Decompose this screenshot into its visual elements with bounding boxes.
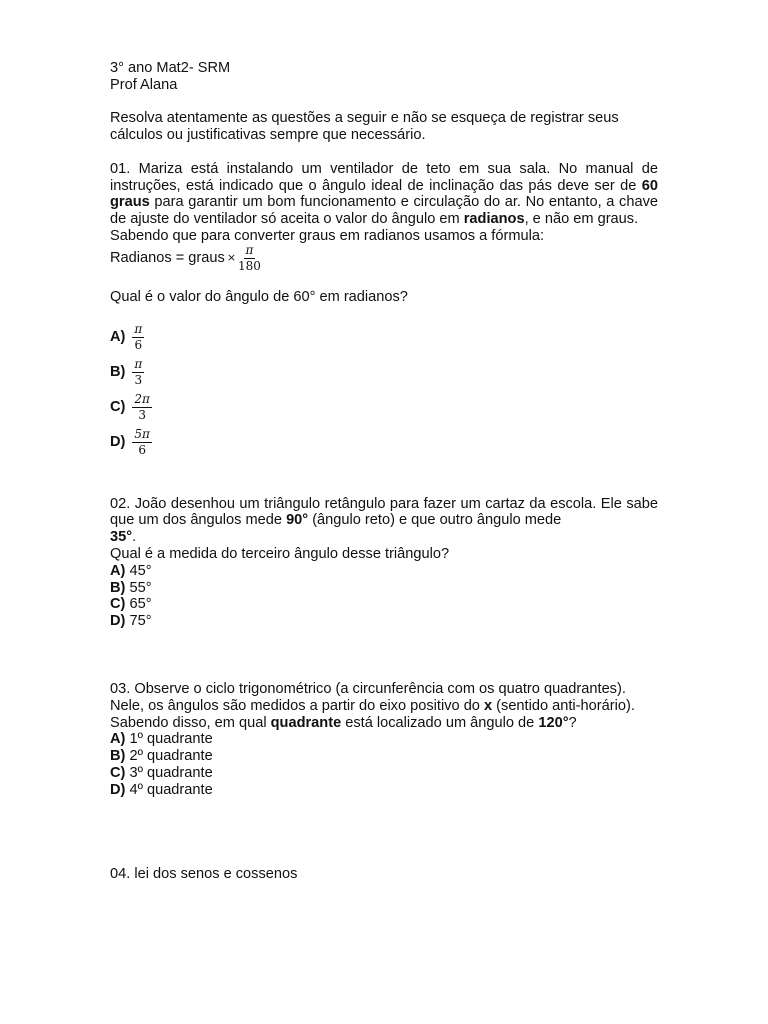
option-letter: A) — [110, 731, 126, 748]
header-teacher-line: Prof Alana — [110, 76, 178, 93]
q3-option-d[interactable] — [110, 782, 658, 799]
q3-question-end: ? — [568, 714, 577, 731]
option-letter: B) — [110, 364, 126, 381]
q2-text-1: 02. João desenhou um triângulo retângulo para fazer um cartaz da escola. Ele sabe que um dos ângulos mede — [110, 495, 658, 529]
q3-option-a[interactable] — [110, 731, 658, 748]
q4-title: 04. lei dos senos e cossenos — [110, 865, 298, 882]
header-class-line: 3° ano Mat2- SRM — [110, 60, 231, 76]
q1-text-3: , e não em graus. — [524, 211, 639, 228]
q1-bold-60-graus: 60 graus — [110, 177, 658, 211]
fraction-denominator: 6 — [138, 442, 146, 457]
fraction-numerator: π — [245, 243, 254, 258]
option-letter: D) — [110, 613, 126, 630]
q3-question — [110, 715, 658, 732]
q2-option-b[interactable] — [110, 580, 658, 597]
multiply-icon: × — [226, 251, 237, 265]
fraction-denominator: 3 — [134, 372, 143, 387]
option-letter: B) — [110, 579, 126, 596]
intro-line-2: cálculos ou justificativas sempre que necessário. — [110, 127, 426, 144]
q2-text-3: . — [132, 529, 137, 546]
q2-option-a[interactable] — [110, 563, 658, 580]
option-text: 65° — [125, 596, 152, 613]
q3-option-b[interactable] — [110, 748, 658, 765]
option-letter: C) — [110, 596, 126, 613]
q1-option-b[interactable] — [110, 355, 658, 390]
option-letter: D) — [110, 434, 126, 451]
q1-formula-fraction — [238, 244, 261, 273]
option-fraction — [132, 323, 144, 352]
option-letter: D) — [110, 781, 126, 798]
option-text: 55° — [125, 579, 152, 596]
option-text: 1º quadrante — [125, 731, 213, 748]
option-letter: A) — [110, 329, 126, 346]
q3-question-mid: está localizado um ângulo de — [341, 714, 539, 731]
q2-bold-35: 35° — [110, 529, 133, 546]
q1-formula-intro: Sabendo que para converter graus em radianos usamos a fórmula: — [110, 227, 545, 244]
fraction-numerator: 5π — [134, 426, 150, 441]
option-letter: B) — [110, 748, 126, 765]
option-text: 2º quadrante — [125, 748, 213, 765]
q3-option-c[interactable] — [110, 765, 658, 782]
q1-text-1: 01. Mariza está instalando um ventilador de teto em sua sala. No manual de instruções, está indicado que o ângulo ideal de inclinação das pás deve ser de — [110, 160, 658, 194]
fraction-denominator: 3 — [138, 407, 146, 422]
q3-bold-x: x — [483, 697, 493, 714]
q1-question: Qual é o valor do ângulo de 60° em radianos? — [110, 288, 408, 305]
q3-question-pre: Sabendo disso, em qual — [110, 714, 271, 731]
q2-option-c[interactable] — [110, 596, 658, 613]
q3-statement — [110, 681, 658, 715]
fraction-numerator: π — [134, 356, 143, 371]
q1-formula — [110, 245, 658, 273]
option-text: 75° — [125, 613, 152, 630]
q2-option-d[interactable] — [110, 613, 658, 630]
q3-text-1: 03. Observe o ciclo trigonométrico (a circunferência com os quatro quadrantes). Nele, os ângulos são medidos a partir do eixo positivo do — [110, 680, 626, 714]
q3-text-2: (sentido anti-horário). — [492, 697, 635, 714]
fraction-numerator: π — [134, 321, 143, 336]
option-text: 4º quadrante — [125, 781, 213, 798]
q2-bold-90: 90° — [286, 512, 309, 529]
q1-text-2: para garantir um bom funcionamento e circulação do ar. No entanto, a chave de ajuste do ventilador só aceita o valor do ângulo em — [110, 194, 658, 228]
q1-option-d[interactable] — [110, 425, 658, 460]
q1-option-c[interactable] — [110, 390, 658, 425]
q1-option-a[interactable] — [110, 320, 658, 355]
fraction-denominator: 180 — [238, 259, 261, 274]
q1-formula-label: Radianos = graus — [110, 250, 225, 267]
fraction-denominator: 6 — [134, 337, 143, 352]
option-fraction — [132, 358, 144, 387]
q3-bold-120: 120° — [538, 714, 569, 731]
option-letter: C) — [110, 764, 126, 781]
option-fraction — [132, 428, 152, 457]
option-letter: C) — [110, 399, 126, 416]
q3-bold-quadrante: quadrante — [270, 714, 342, 731]
q2-text-2: (ângulo reto) e que outro ângulo mede — [308, 512, 562, 529]
option-letter: A) — [110, 562, 126, 579]
option-text: 3º quadrante — [125, 764, 213, 781]
q1-bold-radianos: radianos — [463, 211, 525, 228]
q1-statement — [110, 161, 658, 228]
fraction-numerator: 2π — [134, 391, 150, 406]
document-page — [110, 60, 658, 882]
q2-question: Qual é a medida do terceiro ângulo desse triângulo? — [110, 545, 450, 562]
intro-line-1: Resolva atentamente as questões a seguir e não se esqueça de registrar seus — [110, 110, 619, 127]
option-fraction — [132, 393, 152, 422]
q2-statement — [110, 496, 658, 546]
option-text: 45° — [125, 562, 152, 579]
